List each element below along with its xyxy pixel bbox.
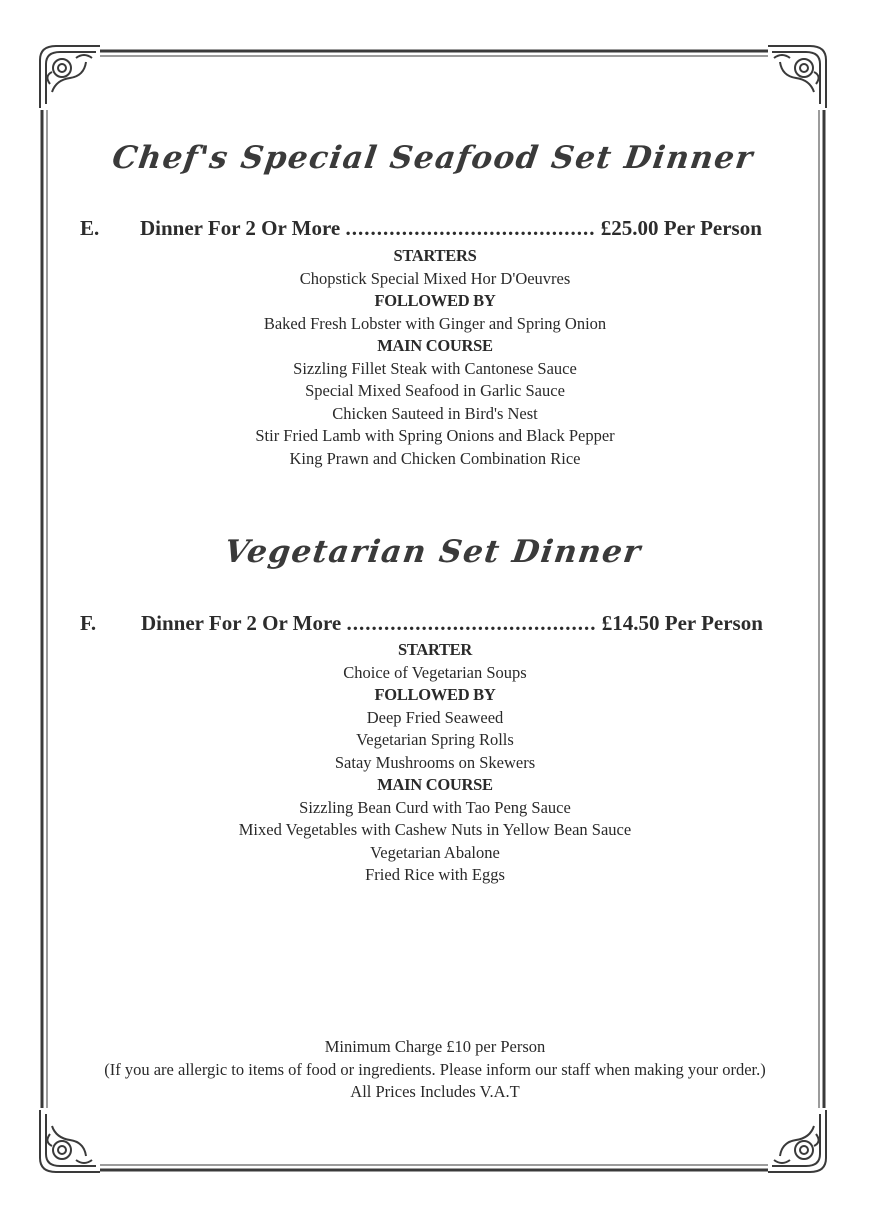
minimum-charge-note: Minimum Charge £10 per Person [324, 1037, 546, 1056]
set-f-label: Dinner For 2 Or More [141, 611, 342, 635]
menu-item: Mixed Vegetables with Cashew Nuts in Yellow Bean Sauce [238, 820, 632, 839]
seafood-set-title: Chef's Special Seafood Set Dinner [109, 140, 757, 176]
course-heading: STARTERS [393, 246, 477, 265]
vat-note: All Prices Includes V.A.T [350, 1082, 520, 1101]
course-heading: MAIN COURSE [377, 775, 493, 794]
menu-item: Choice of Vegetarian Soups [343, 662, 527, 682]
course-heading: MAIN COURSE [377, 336, 493, 355]
menu-item: Chopstick Special Mixed Hor D'Oeuvres [299, 268, 571, 288]
menu-item: Sizzling Fillet Steak with Cantonese Sauce [293, 358, 577, 378]
set-f-line [141, 611, 763, 636]
menu-item: Sizzling Bean Curd with Tao Peng Sauce [299, 797, 571, 817]
menu-item: Stir Fried Lamb with Spring Onions and Black Pepper [255, 426, 615, 445]
menu-item: Vegetarian Abalone [370, 842, 500, 862]
footer-notes [0, 1036, 870, 1104]
set-e-header [80, 216, 780, 246]
set-e-menu [0, 245, 870, 470]
menu-item: Baked Fresh Lobster with Ginger and Spring Onion [263, 313, 607, 333]
dot-leader: ........................................ [346, 611, 597, 635]
set-f-header [80, 611, 780, 641]
set-f-letter: F. [80, 611, 97, 635]
menu-item: Satay Mushrooms on Skewers [334, 752, 536, 772]
set-e-letter: E. [80, 216, 100, 240]
course-heading: FOLLOWED BY [374, 685, 496, 704]
corner-ornament-top-right [768, 44, 832, 108]
menu-item: King Prawn and Chicken Combination Rice [289, 448, 581, 468]
allergy-note: (If you are allergic to items of food or ingredients. Please inform our staff when making your order.) [104, 1059, 766, 1079]
set-f-menu [0, 639, 870, 887]
course-heading: STARTER [397, 640, 473, 659]
corner-ornament-bottom-left [36, 1108, 100, 1174]
set-f-price: £14.50 Per Person [601, 611, 763, 635]
menu-item: Deep Fried Seaweed [366, 707, 504, 727]
corner-ornament-bottom-right [768, 1108, 832, 1174]
menu-item: Special Mixed Seafood in Garlic Sauce [305, 381, 565, 400]
set-e-label: Dinner For 2 Or More [140, 216, 341, 240]
menu-item: Vegetarian Spring Rolls [356, 730, 514, 749]
set-e-line [140, 216, 762, 241]
set-e-price: £25.00 Per Person [600, 216, 762, 240]
vegetarian-set-title: Vegetarian Set Dinner [222, 534, 644, 570]
corner-ornament-top-left [36, 44, 100, 108]
menu-item: Fried Rice with Eggs [365, 865, 505, 884]
menu-item: Chicken Sauteed in Bird's Nest [332, 403, 538, 423]
dot-leader: ........................................ [345, 216, 596, 240]
course-heading: FOLLOWED BY [374, 291, 496, 310]
